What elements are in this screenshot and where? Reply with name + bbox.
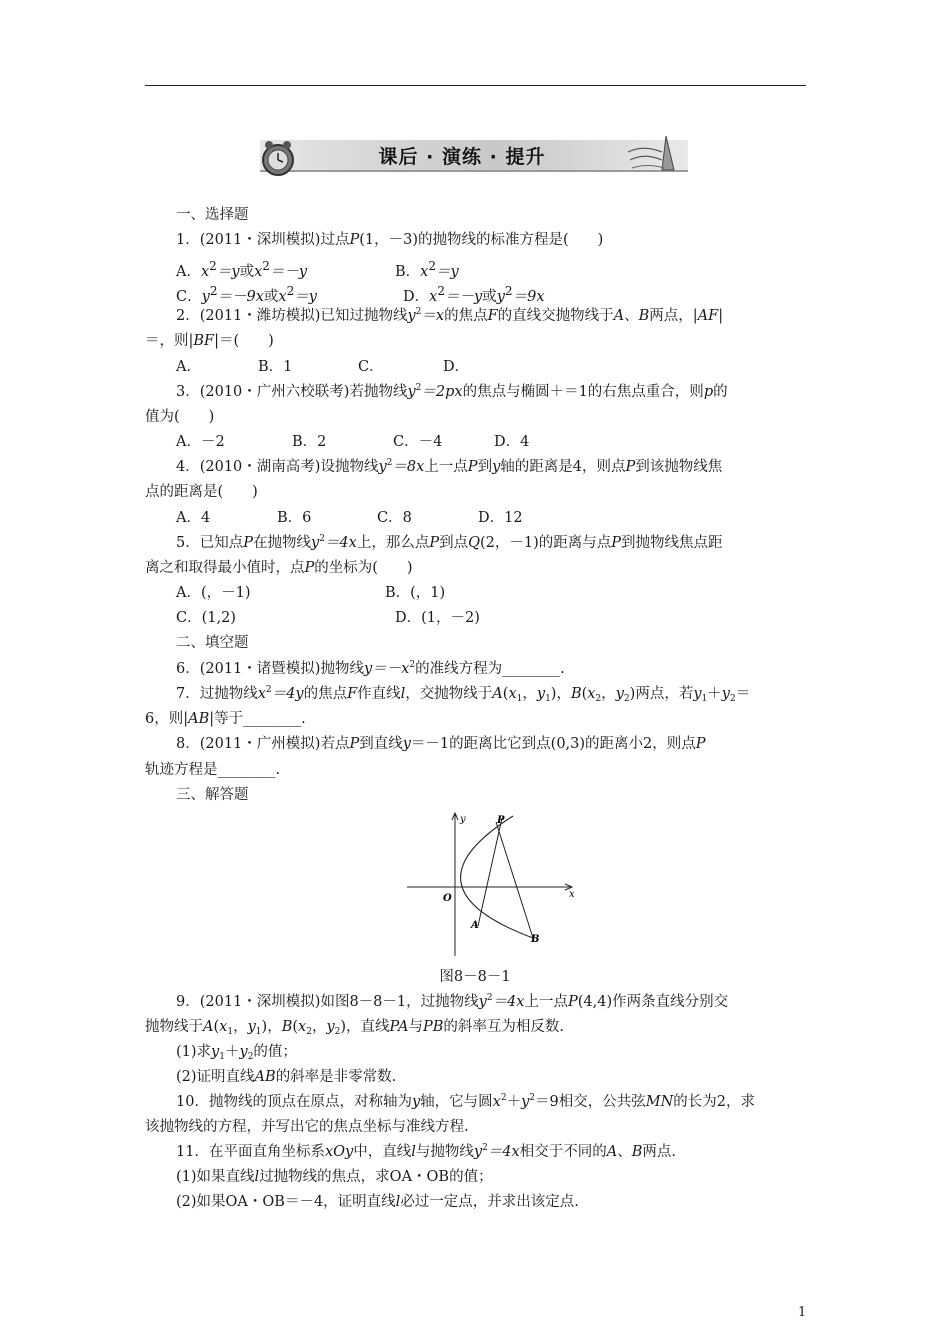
q8-stem-line2: 轨迹方程是________. [145,762,281,778]
q6-stem: 6．(2011・诸暨模拟)抛物线$y=-x^2$的准线方程为________. [176,660,565,677]
q4-option-b: B．6 [277,510,312,526]
label-x: x [569,889,575,900]
q11-part2: (2)如果OA・OB＝－4，证明直线l必过一定点，并求出该定点. [176,1194,579,1210]
q4-option-c: C．8 [377,510,412,526]
label-b: B [531,934,540,945]
q5-option-c: C．(1,2) [176,610,236,626]
q3-option-a: A．－2 [176,434,225,450]
q5-option-d: D．(1，－2) [395,610,480,626]
q4-stem-line1: 4．(2010・湖南高考)设抛物线$y^2=8x$上一点P到y轴的距离是4，则点P到该抛物线焦 [176,458,723,475]
q10-stem-line1: 10．抛物线的顶点在原点，对称轴为y轴，它与圆$x^2+y^2=9$相交，公共弦MN的长为2，求 [176,1093,756,1110]
section-banner [236,132,688,180]
q11-stem-line1: 11．在平面直角坐标系xOy中，直线l与抛物线$y^2=4x$相交于不同的A、B两点. [176,1143,676,1160]
header-rule [145,85,806,86]
q3-option-b: B．2 [292,434,327,450]
q1-option-b: B．$x^2=y$ [395,259,459,280]
q2-option-a: A． [176,359,201,375]
line-pb [496,822,534,941]
q4-option-a: A．4 [176,510,211,526]
label-a: A [471,920,479,931]
q3-stem-line1: 3．(2010・广州六校联考)若抛物线$y^2=2px$的焦点与椭圆＋＝1的右焦点重合，则p的 [176,383,728,400]
line-pa [478,818,502,926]
page-number: 1 [798,1305,807,1320]
section-heading-solve: 三、解答题 [176,787,249,803]
q9-part2: (2)证明直线AB的斜率是非零常数. [176,1069,397,1085]
q11-part1: (1)如果直线l过抛物线的焦点，求OA・OB的值； [176,1169,493,1185]
q1-option-d: D．$x^2=-y$或$y^2=9x$ [403,284,545,305]
quill-icon [622,134,682,176]
q5-option-b: B．(，1) [385,585,446,601]
q4-stem-line2: 点的距离是( ) [145,484,258,500]
q5-option-a: A．(，－1) [176,585,251,601]
label-o: O [443,893,452,904]
q10-stem-line2: 该抛物线的方程，并写出它的焦点坐标与准线方程. [145,1119,469,1135]
q7-stem-line1: 7．过抛物线$x^2=4y$的焦点F作直线l，交抛物线于$A(x_1$，$y_1$)，$B(x_2$，$y_2$)两点，若$y_1+y_2=$ [176,685,751,704]
q1-option-a: A．$x^2=y$或$x^2=-y$ [176,259,308,280]
q1-stem: 1．(2011・深圳模拟)过点P(1，－3)的抛物线的标准方程是( ) [176,232,604,248]
section-heading-fill: 二、填空题 [176,635,249,651]
q2-option-b: B．1 [258,359,293,375]
figure-caption: 图8－8－1 [439,969,511,985]
q2-option-c: C． [358,359,384,375]
q4-option-d: D．12 [478,510,523,526]
q2-stem-line2: ＝，则|BF|＝( ) [145,333,274,349]
label-p: P [497,815,505,826]
q3-option-c: C．－4 [393,434,443,450]
q3-option-d: D．4 [494,434,530,450]
q9-stem-line2: 抛物线于$A(x_1$，$y_1$)，$B(x_2$，$y_2$)，直线PA与PB的斜率互为相反数. [145,1019,564,1037]
q8-stem-line1: 8．(2011・广州模拟)若点P到直线y＝－1的距离比它到点(0,3)的距离小2，则点P [176,736,706,752]
section-heading-choice: 一、选择题 [176,207,249,223]
label-y: y [460,814,466,825]
q1-option-c: C．$y^2=-9x$或$x^2=y$ [176,284,317,305]
q2-stem-line1: 2．(2011・潍坊模拟)已知过抛物线$y^2=x$的焦点F的直线交抛物线于A、B两点，|AF| [176,307,724,324]
q7-stem-line2: 6，则|AB|等于________. [145,711,306,727]
q5-stem-line2: 离之和取得最小值时，点P的坐标为( ) [145,560,413,576]
q2-option-d: D． [443,359,470,375]
q9-stem-line1: 9．(2011・深圳模拟)如图8－8－1，过抛物线$y^2=4x$上一点P(4,4)作两条直线分别交 [176,993,729,1010]
q5-stem-line1: 5．已知点P在抛物线$y^2=4x$上，那么点P到点Q(2，－1)的距离与点P到抛物线焦点距 [176,534,723,551]
q9-part1: (1)求$y_1+y_2$的值； [176,1044,297,1062]
q3-stem-line2: 值为( ) [145,409,215,425]
banner-title: 课后 · 演练 · 提升 [378,146,546,168]
parabola-figure [405,810,580,960]
